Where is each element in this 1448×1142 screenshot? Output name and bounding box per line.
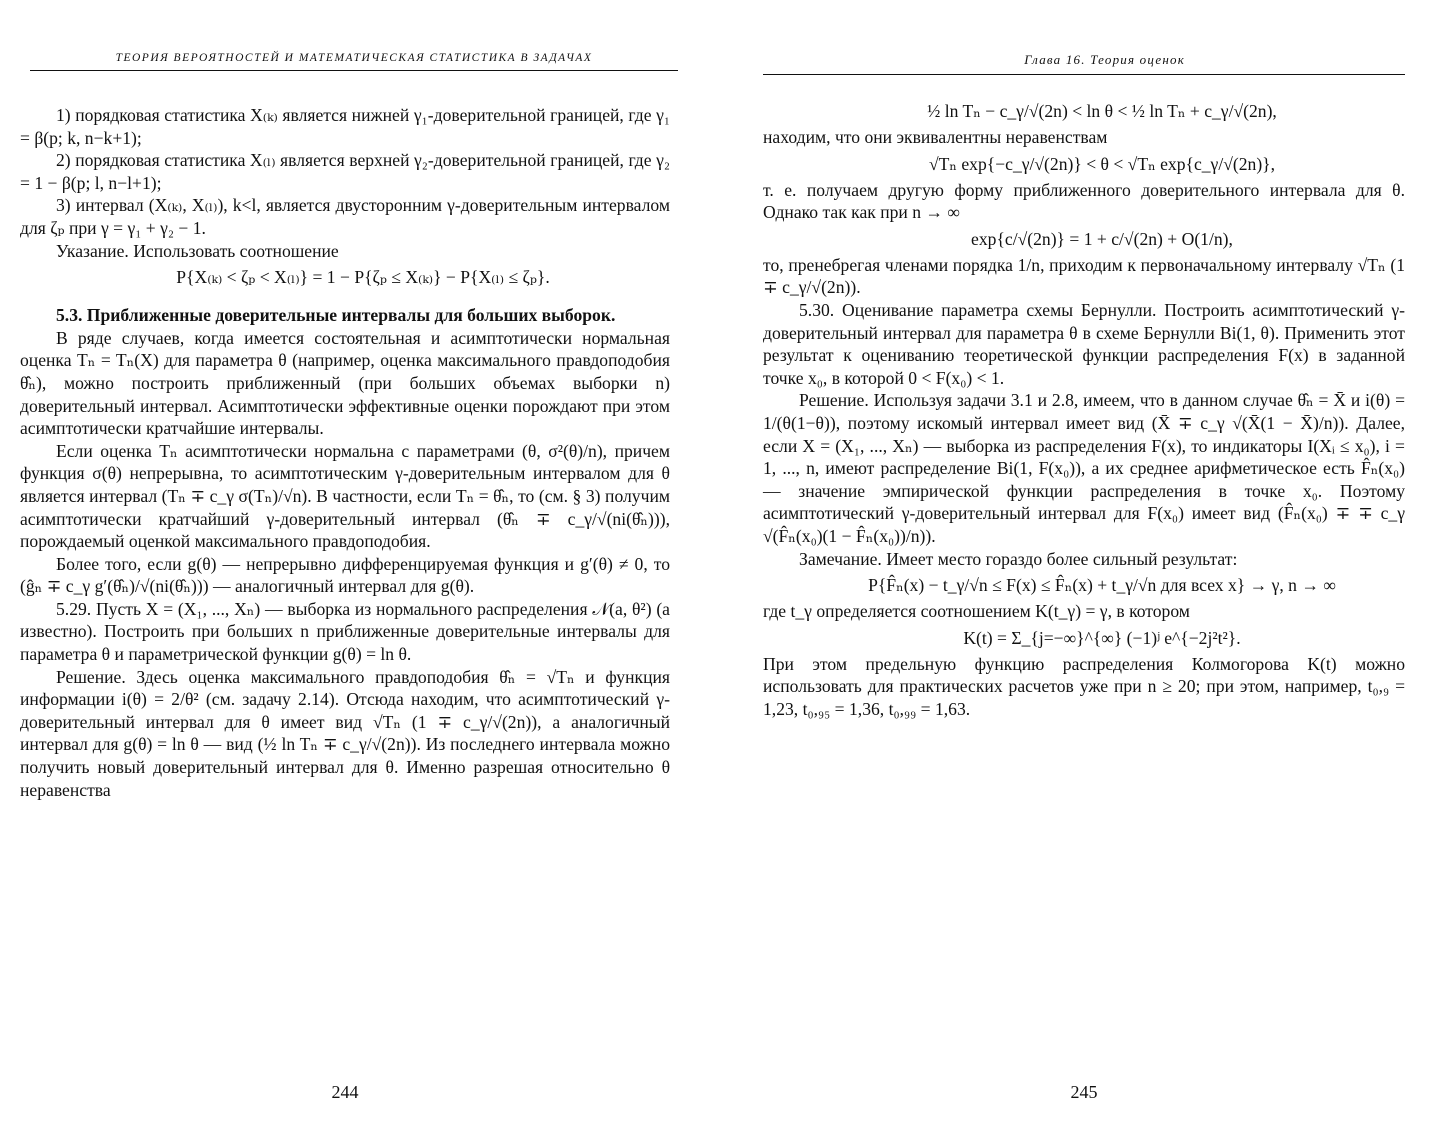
display-equation: P{X₍ₖ₎ < ζₚ < X₍ₗ₎} = 1 − P{ζₚ ≤ X₍ₖ₎} − P{X₍ₗ₎ ≤ ζₚ}. — [176, 267, 550, 288]
running-header-right: Глава 16. Теория оценок — [763, 52, 1405, 75]
paragraph: находим, что они эквивалентны неравенствам — [763, 127, 1108, 147]
display-equation: K(t) = Σ_{j=−∞}^{∞} (−1)ʲ e^{−2j²t²}. — [963, 627, 1241, 648]
paragraph: Если оценка Tₙ асимптотически нормальна с параметрами (θ, σ²(θ)/n), причем функция σ(θ) непрерывна, то асимптотическим γ-доверительным интервалом для θ является интервал (Tₙ ∓ c_γ σ(Tₙ)/√n). В частности, если Tₙ = θ̂ₙ, то (см. § 3) получим асимптотически кратчайший γ-доверительный интервал (θ̂ₙ ∓ c_γ/√(ni(θ̂ₙ))), порождаемый оценкой максимального правдоподобия. — [20, 440, 670, 552]
paragraph: В ряде случаев, когда имеется состоятельная и асимптотически нормальная оценка Tₙ = Tₙ(X) для параметра θ (например, оценка максимального правдоподобия θ̂ₙ), можно построить приближенный (при больших объемах выборки n) доверительный интервал. Асимптотически эффективные оценки порождают при этом асимптотически кратчайшие интервалы. — [20, 327, 670, 439]
paragraph: 3) интервал (X₍ₖ₎, X₍ₗ₎), k<l, является двусторонним γ-доверительным интервалом для ζₚ при γ = γ₁ + γ₂ − 1. — [20, 195, 670, 238]
paragraph: т. е. получаем другую форму приближенного доверительного интервала для θ. Однако так как при n → ∞ — [763, 179, 1405, 223]
hint-paragraph: Указание. Использовать соотношение — [56, 240, 339, 261]
paragraph: Более того, если g(θ) — непрерывно дифференцируемая функция и g′(θ) ≠ 0, то (ĝₙ ∓ c_γ g′(θ̂ₙ)/√(ni(θ̂ₙ))) — аналогичный интервал для g(θ). — [20, 553, 670, 597]
right-page-body — [763, 96, 1405, 720]
problem-statement: 5.29. Пусть X = (X₁, ..., Xₙ) — выборка из нормального распределения 𝒩(a, θ²) (a известно). Построить при больших n приближенные доверительные интервалы для параметра θ и параметрической функции g(θ) = ln θ. — [20, 598, 670, 665]
paragraph: При этом предельную функцию распределения Колмогорова K(t) можно использовать для практических расчетов уже при n ≥ 20; при этом, например, t₀,₉ = 1,23, t₀,₉₅ = 1,36, t₀,₉₉ = 1,63. — [763, 653, 1405, 719]
display-equation: P{F̂ₙ(x) − t_γ/√n ≤ F(x) ≤ F̂ₙ(x) + t_γ/√n для всех x} → γ, n → ∞ — [868, 575, 1336, 596]
paragraph: то, пренебрегая членами порядка 1/n, приходим к первоначальному интервалу √Tₙ (1 ∓ c_γ/√(2n)). — [763, 254, 1405, 298]
display-equation: ½ ln Tₙ − c_γ/√(2n) < ln θ < ½ ln Tₙ + c_γ/√(2n), — [927, 101, 1277, 121]
paragraph: 2) порядковая статистика X₍ₗ₎ является верхней γ₂-доверительной границей, где γ₂ = 1 − β(p; l, n−l+1); — [20, 150, 670, 193]
display-equation: √Tₙ exp{−c_γ/√(2n)} < θ < √Tₙ exp{c_γ/√(2n)}, — [928, 153, 1276, 174]
paragraph: 1) порядковая статистика X₍ₖ₎ является нижней γ₁-доверительной границей, где γ₁ = β(p; k, n−k+1); — [20, 105, 670, 148]
solution-paragraph: Решение. Используя задачи 3.1 и 2.8, имеем, что в данном случае θ̂ₙ = X̄ и i(θ) = 1/(θ(1−θ)), поэтому искомый интервал имеет вид (X̄ ∓ c_γ √(X̄(1 − X̄)/n)). Далее, если X = (X₁, ..., Xₙ) — выборка из распределения F(x), то индикаторы I(Xᵢ ≤ x₀), i = 1, ..., n, имеют распределение Bi(1, F(x₀)), а их среднее арифметическое есть F̂ₙ(x₀) — значение эмпирической функции распределения в точке x₀. Поэтому асимптотический γ-доверительный интервал для F(x₀) имеет вид (F̂ₙ(x₀) ∓ ∓ c_γ √(F̂ₙ(x₀)(1 − F̂ₙ(x₀))/n)). — [763, 390, 1405, 546]
page-number-right: 245 — [1070, 1082, 1098, 1102]
section-heading: 5.3. Приближенные доверительные интервалы для больших выборок. — [56, 305, 616, 326]
solution-paragraph: Решение. Здесь оценка максимального правдоподобия θ̂ₙ = √Tₙ и функция информации i(θ) = 2/θ² (см. задачу 2.14). Отсюда находим, что асимптотический γ-доверительный интервал для θ имеет вид √Tₙ (1 ∓ c_γ/√(2n)), а аналогичный интервал для g(θ) = ln θ — вид (½ ln Tₙ ∓ c_γ/√(2n)). Из последнего интервала можно получить новый доверительный интервал для θ. Именно разрешая относительно θ неравенства — [20, 666, 670, 800]
running-header-left: ТЕОРИЯ ВЕРОЯТНОСТЕЙ И МАТЕМАТИЧЕСКАЯ СТАТИСТИКА В ЗАДАЧАХ — [30, 52, 678, 71]
left-page-body — [20, 104, 670, 801]
remark-paragraph: Замечание. Имеет место гораздо более сильный результат: — [799, 548, 1238, 569]
problem-statement: 5.30. Оценивание параметра схемы Бернулли. Построить асимптотический γ-доверительный интервал для параметра θ в схеме Бернулли Bi(1, θ). Применить этот результат к оцениванию теоретической функции распределения F(x) в заданной точке x₀, в которой 0 < F(x₀) < 1. — [763, 299, 1405, 388]
display-equation: exp{c/√(2n)} = 1 + c/√(2n) + O(1/n), — [971, 228, 1233, 249]
paragraph: где t_γ определяется соотношением K(t_γ) = γ, в котором — [763, 601, 1190, 622]
page-number-left: 244 — [331, 1082, 359, 1102]
